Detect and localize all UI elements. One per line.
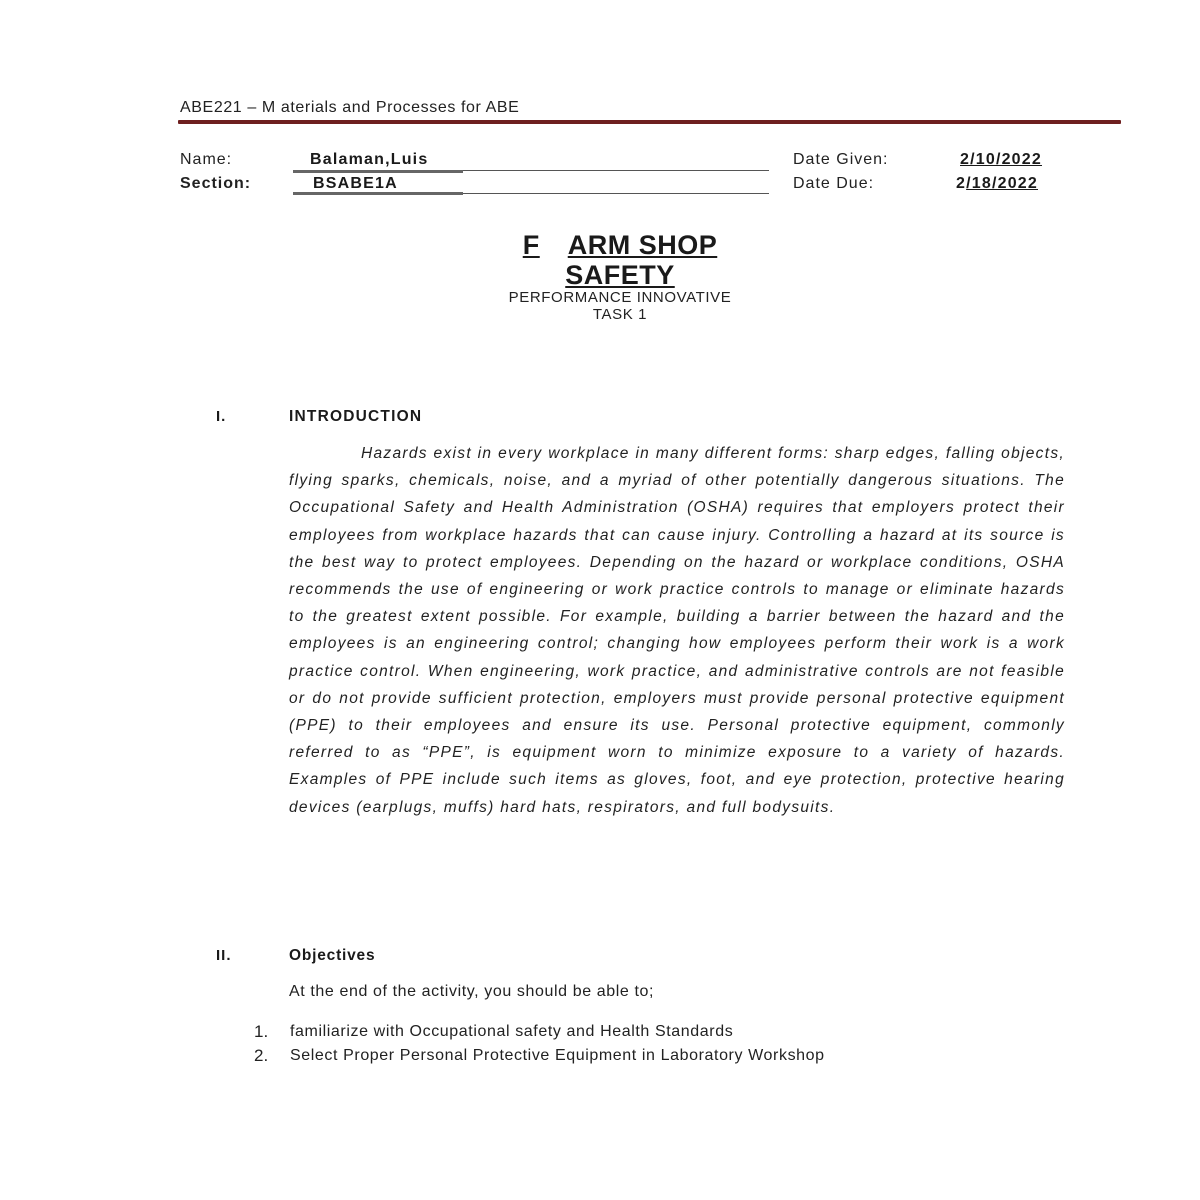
section-1-number: I. [216,408,227,425]
course-header: ABE221 – M aterials and Processes for ABE [180,99,520,116]
objective-item: familiarize with Occupational safety and Health Standards [290,1023,734,1040]
name-value: Balaman,Luis [310,151,429,168]
name-label: Name: [180,151,233,168]
section-2-number: II. [216,947,232,964]
section-underline [463,193,769,194]
objectives-intro: At the end of the activity, you should be able to; [289,983,655,1000]
title-line-1 [420,230,820,260]
subtitle-line-2: TASK 1 [592,306,648,323]
objective-number: 2. [254,1046,269,1065]
section-value: BSABE1A [313,175,398,192]
objective-item: Select Proper Personal Protective Equipment in Laboratory Workshop [290,1047,825,1064]
date-due-value [956,175,1038,193]
date-due-rest: /18/2022 [966,175,1038,192]
name-underline [463,170,769,171]
date-given-label: Date Given: [793,151,889,168]
introduction-paragraph [289,440,1065,821]
date-given-value: 2/10/2022 [960,151,1042,168]
date-due-label: Date Due: [793,175,875,192]
section-2-heading: Objectives [289,947,376,964]
subtitle-line-1: PERFORMANCE INNOVATIVE [508,289,732,306]
date-due-prefix: 2 [956,175,967,192]
objective-number: 1. [254,1022,269,1041]
section-1-heading: INTRODUCTION [289,408,423,425]
section-label: Section: [180,175,252,192]
title-line-2: SAFETY [565,260,675,290]
introduction-text: Hazards exist in every workplace in many different forms: sharp edges, falling objects, flying sparks, chemicals, noise, and a myriad of other potentially dangerous situations. The Occupational Safety and Health Administration (OSHA) requires that employers protect their employees from workplace hazards that can cause injury. Controlling a hazard at its source is the best way to protect employees. Depending on the hazard or workplace conditions, OSHA recommends the use of engineering or work practice controls to manage or eliminate hazards to the greatest extent possible. For example, building a barrier between the hazard and the employees is an engineering control; changing how employees perform their work is a work practice control. When engineering, work practice, and administrative controls are not feasible or do not provide sufficient protection, employers must provide personal protective equipment (PPE) to their employees and ensure its use. Personal protective equipment, commonly referred to as “PPE”, is equipment worn to minimize exposure to a variety of hazards. Examples of PPE include such items as gloves, foot, and eye protection, protective hearing devices (earplugs, muffs) hard hats, respirators, and full bodysuits. [289,445,1065,816]
title-rest: ARM SHOP [567,230,718,260]
name-underline-thick [293,170,463,173]
title-first-letter: F [522,230,540,260]
header-rule [178,120,1121,124]
section-underline-thick [293,192,463,195]
